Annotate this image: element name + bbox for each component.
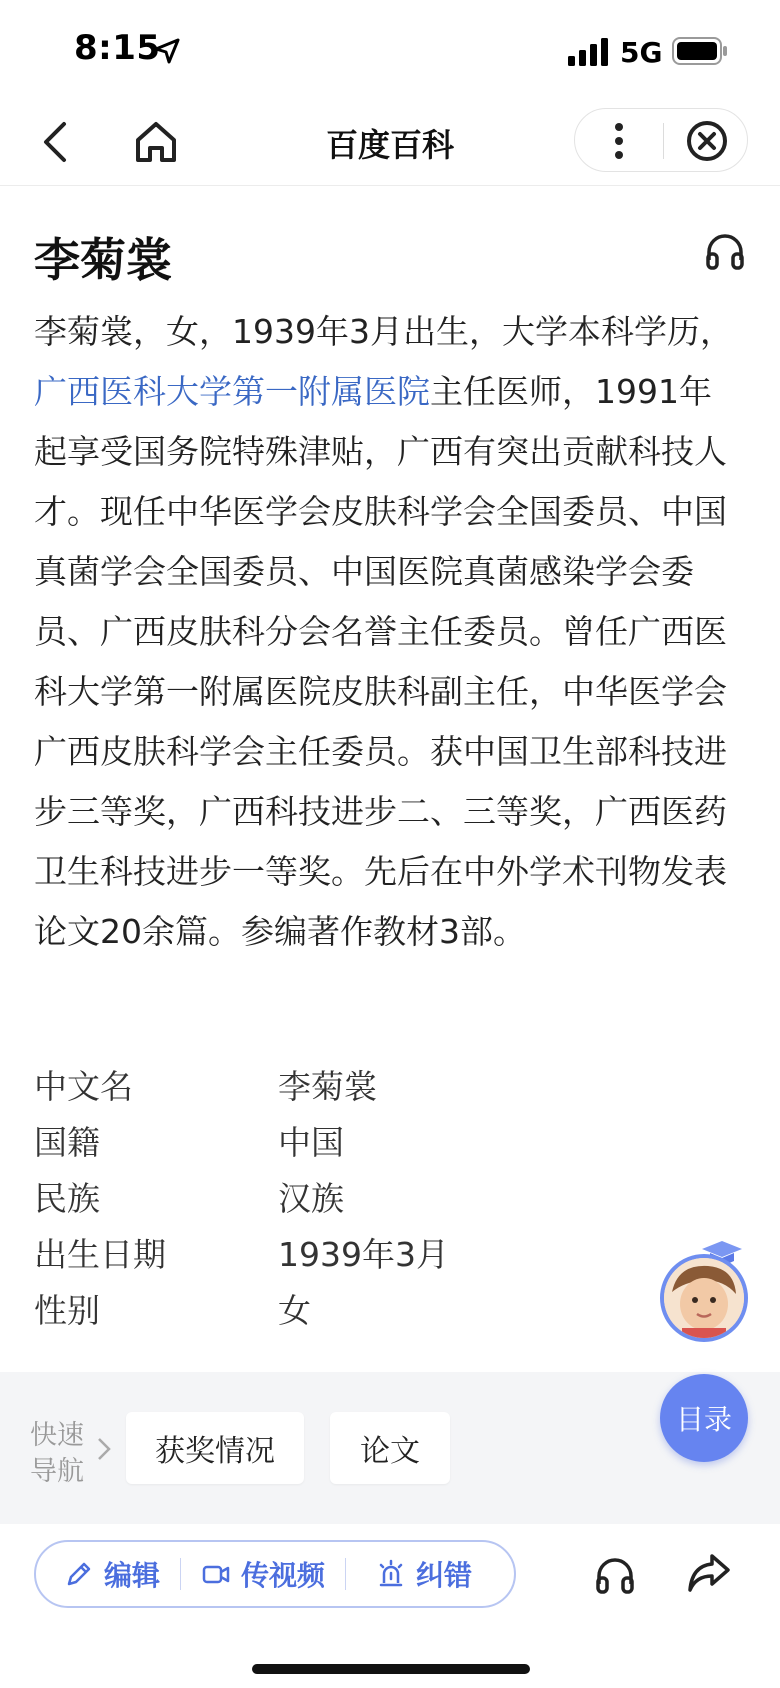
location-arrow-icon bbox=[152, 36, 182, 66]
info-row bbox=[34, 1224, 534, 1280]
info-value: 中国 bbox=[278, 1122, 344, 1162]
video-camera-icon bbox=[201, 1559, 231, 1589]
edit-label: 编辑 bbox=[104, 1559, 161, 1592]
basic-info-table bbox=[34, 1056, 534, 1336]
info-label: 中文名 bbox=[34, 1066, 133, 1106]
headphones-icon[interactable] bbox=[594, 1554, 636, 1596]
signal-bars-icon bbox=[568, 38, 610, 66]
quick-nav-label: 快速导航 bbox=[30, 1420, 84, 1487]
info-row bbox=[34, 1112, 534, 1168]
pill-divider bbox=[345, 1558, 346, 1590]
summary-text-2: 主任医师，1991年起享受国务院特殊津贴，广西有突出贡献科技人才。现任中华医学会皮肤科学会全国委员、中国真菌学会全国委员、中国医院真菌感染学会委员、广西皮肤科分会名誉主任委员。曾任广西医科大学第一附属医院皮肤科副主任，中华医学会广西皮肤科学会主任委员。获中国卫生部科技进步三等奖，广西科技进步二、三等奖，广西医药卫生科技进步一等奖。先后在中外学术刊物发表论文20余篇。参编著作教材3部。 bbox=[34, 372, 727, 951]
nav-bar bbox=[0, 100, 780, 186]
info-value: 汉族 bbox=[278, 1178, 344, 1218]
chevron-right-icon bbox=[96, 1436, 112, 1462]
edit-button[interactable] bbox=[64, 1554, 160, 1594]
info-row bbox=[34, 1168, 534, 1224]
battery-icon bbox=[672, 36, 728, 66]
upload-video-button[interactable] bbox=[201, 1554, 325, 1594]
quick-nav-awards[interactable]: 获奖情况 bbox=[126, 1412, 304, 1484]
action-pill bbox=[34, 1540, 516, 1608]
report-error-button[interactable] bbox=[376, 1554, 472, 1594]
page-title: 百度百科 bbox=[325, 126, 454, 164]
more-icon[interactable] bbox=[613, 121, 625, 161]
home-indicator bbox=[252, 1664, 530, 1674]
info-label: 民族 bbox=[34, 1178, 100, 1218]
share-icon[interactable] bbox=[686, 1552, 732, 1594]
entry-title: 李菊裳 bbox=[34, 233, 172, 287]
status-bar bbox=[0, 0, 780, 100]
assistant-avatar[interactable] bbox=[660, 1254, 748, 1342]
quick-nav bbox=[0, 1372, 780, 1524]
info-label: 性别 bbox=[34, 1290, 100, 1330]
summary-text-1: 李菊裳，女，1939年3月出生，大学本科学历， bbox=[34, 312, 733, 351]
quick-nav-papers[interactable]: 论文 bbox=[330, 1412, 450, 1484]
mini-program-capsule bbox=[574, 108, 748, 172]
report-error-label: 纠错 bbox=[416, 1559, 473, 1592]
network-type: 5G bbox=[620, 36, 663, 69]
alarm-light-icon bbox=[376, 1559, 406, 1589]
bottom-action-bar bbox=[0, 1524, 780, 1688]
pill-divider bbox=[180, 1558, 181, 1590]
pencil-icon bbox=[64, 1559, 94, 1589]
info-row bbox=[34, 1056, 534, 1112]
toc-button[interactable]: 目录 bbox=[660, 1374, 748, 1462]
capsule-divider bbox=[663, 123, 664, 159]
info-value: 李菊裳 bbox=[278, 1066, 377, 1106]
info-row bbox=[34, 1280, 534, 1336]
upload-video-label: 传视频 bbox=[241, 1559, 326, 1592]
info-label: 国籍 bbox=[34, 1122, 100, 1162]
info-label: 出生日期 bbox=[34, 1234, 166, 1274]
entry-summary bbox=[34, 302, 734, 962]
headphones-icon[interactable] bbox=[704, 230, 746, 272]
info-value: 1939年3月 bbox=[278, 1234, 449, 1274]
info-value: 女 bbox=[278, 1290, 311, 1330]
close-icon[interactable] bbox=[685, 119, 729, 163]
hospital-link[interactable]: 广西医科大学第一附属医院 bbox=[34, 372, 430, 411]
status-time: 8:15 bbox=[74, 28, 161, 68]
child-face-icon bbox=[664, 1258, 744, 1338]
